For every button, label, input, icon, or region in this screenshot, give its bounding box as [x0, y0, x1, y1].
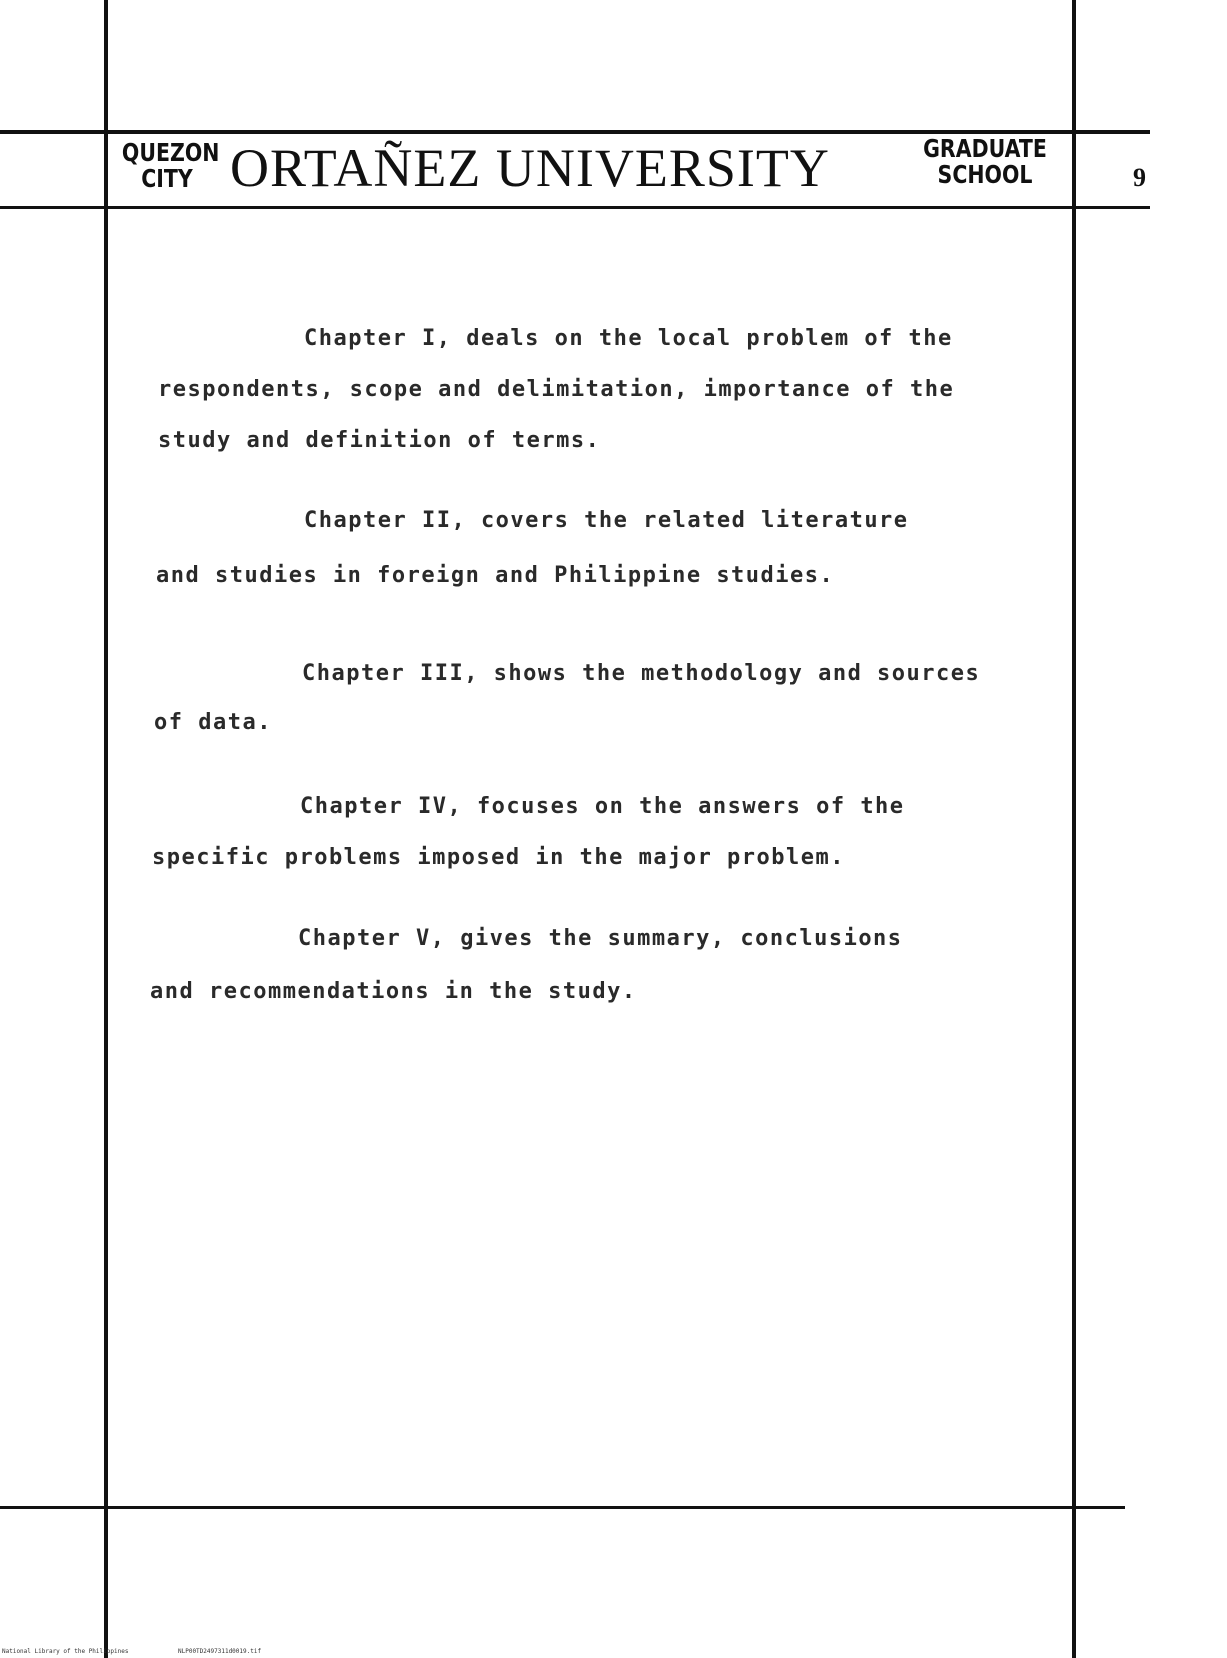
- body-line: Chapter IV, focuses on the answers of the: [300, 794, 905, 819]
- right-margin-rule: [1072, 0, 1076, 1658]
- header-location: [121, 138, 220, 193]
- header-location-line2: CITY: [141, 164, 193, 193]
- header-location-line1: QUEZON: [121, 138, 220, 167]
- body-line: and studies in foreign and Philippine studies.: [156, 563, 835, 588]
- body-line: Chapter III, shows the methodology and sources: [302, 661, 981, 686]
- university-name: ORTAÑEZ UNIVERSITY: [230, 138, 830, 198]
- body-line: respondents, scope and delimitation, importance of the: [158, 377, 955, 402]
- body-line: study and definition of terms.: [158, 428, 601, 453]
- body-line: Chapter V, gives the summary, conclusions: [298, 926, 903, 951]
- footer-library-note: National Library of the Philippines: [2, 1648, 129, 1655]
- body-line: Chapter II, covers the related literature: [304, 508, 909, 533]
- body-line: of data.: [154, 710, 272, 735]
- page-number: 9: [1133, 163, 1146, 192]
- footer-rule: [0, 1506, 1125, 1509]
- left-margin-rule: [104, 0, 108, 1658]
- body-line: specific problems imposed in the major problem.: [152, 845, 846, 870]
- body-line: Chapter I, deals on the local problem of the: [304, 326, 953, 351]
- header-school-line1: GRADUATE: [923, 134, 1047, 163]
- header-school-line2: SCHOOL: [937, 160, 1033, 189]
- header-school: [919, 136, 1050, 188]
- header-bottom-rule: [0, 206, 1150, 209]
- body-line: and recommendations in the study.: [150, 979, 637, 1004]
- footer-file-id: NLP00TD2497311d0019.tif: [178, 1648, 262, 1655]
